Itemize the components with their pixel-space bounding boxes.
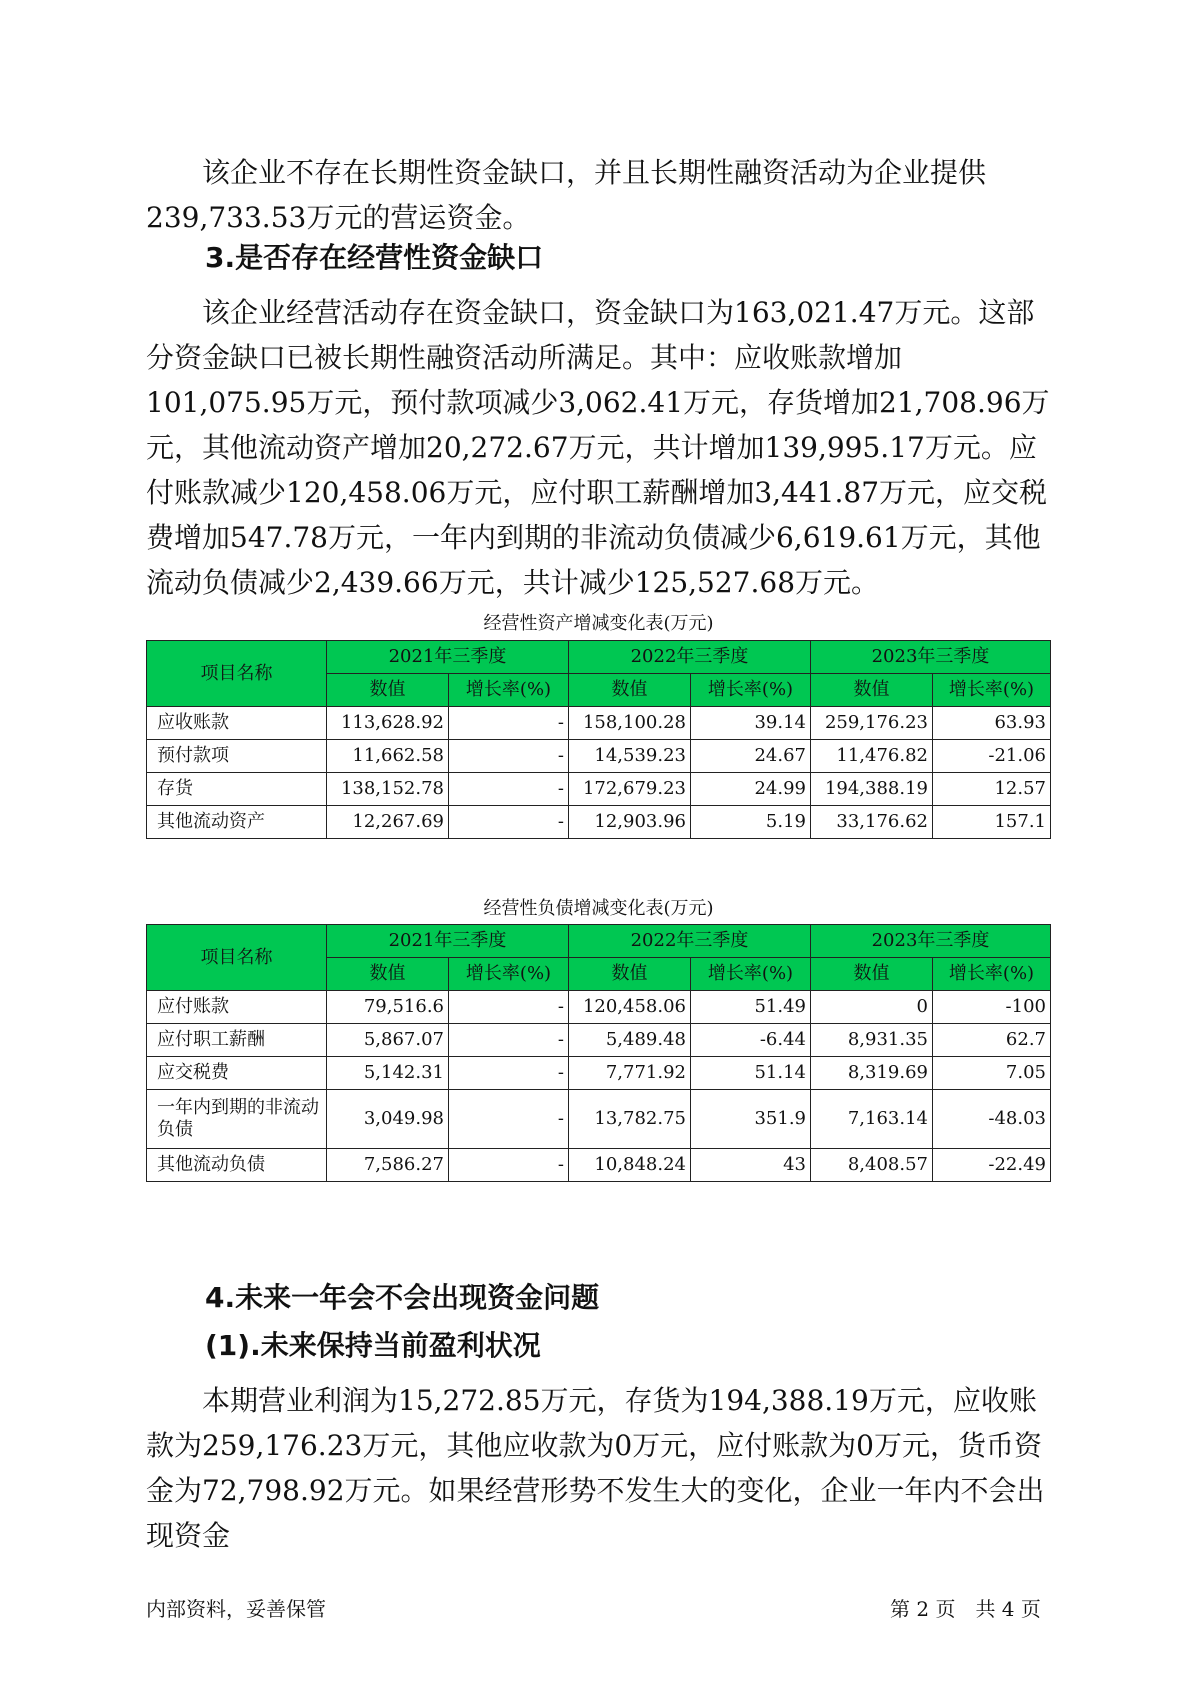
heading-maintain-profitability: (1).未来保持当前盈利状况 [205,1329,541,1362]
header-growth-rate: 增长率(%) [449,674,569,707]
table-row [147,1057,1051,1090]
cell: 12.57 [933,773,1051,806]
header-period: 2023年三季度 [811,925,1051,958]
cell: -48.03 [933,1090,1051,1149]
table-row [147,740,1051,773]
cell: 259,176.23 [811,707,933,740]
cell: 11,662.58 [327,740,449,773]
header-value: 数值 [811,958,933,991]
header-growth-rate: 增长率(%) [933,958,1051,991]
cell: 8,319.69 [811,1057,933,1090]
table-row [147,991,1051,1024]
cell: 113,628.92 [327,707,449,740]
row-name: 应付账款 [147,991,327,1024]
heading-future-funding: 4.未来一年会不会出现资金问题 [205,1281,600,1314]
cell: - [449,806,569,839]
header-period: 2021年三季度 [327,925,569,958]
cell: 12,267.69 [327,806,449,839]
cell: 7,771.92 [569,1057,691,1090]
row-name: 其他流动资产 [147,806,327,839]
cell: 7,163.14 [811,1090,933,1149]
header-growth-rate: 增长率(%) [691,674,811,707]
table-row [147,773,1051,806]
cell: 7,586.27 [327,1149,449,1182]
cell: - [449,707,569,740]
row-name: 应交税费 [147,1057,327,1090]
row-name: 存货 [147,773,327,806]
cell: 138,152.78 [327,773,449,806]
row-name: 应收账款 [147,707,327,740]
cell: 24.67 [691,740,811,773]
cell: 7.05 [933,1057,1051,1090]
table-caption-operating-liabilities: 经营性负债增减变化表(万元) [483,898,714,919]
header-item-name: 项目名称 [147,925,327,991]
table-row [147,806,1051,839]
header-period: 2023年三季度 [811,641,1051,674]
operating-liabilities-table [146,924,1051,1182]
row-name: 其他流动负债 [147,1149,327,1182]
table-row [147,707,1051,740]
header-growth-rate: 增长率(%) [691,958,811,991]
cell: 5,142.31 [327,1057,449,1090]
cell: 33,176.62 [811,806,933,839]
cell: 39.14 [691,707,811,740]
table-row [147,1024,1051,1057]
cell: - [449,1057,569,1090]
cell: - [449,1090,569,1149]
cell: 51.14 [691,1057,811,1090]
cell: -21.06 [933,740,1051,773]
header-value: 数值 [327,674,449,707]
header-value: 数值 [569,674,691,707]
cell: - [449,1024,569,1057]
footer-confidential-note: 内部资料，妥善保管 [146,1597,326,1621]
row-name: 一年内到期的非流动负债 [147,1090,327,1149]
row-name: 预付款项 [147,740,327,773]
paragraph-operating-gap: 该企业经营活动存在资金缺口，资金缺口为163,021.47万元。这部分资金缺口已被长期性融资活动所满足。其中：应收账款增加101,075.95万元，预付款项减少3,062.41万元，存货增加21,708.96万元，其他流动资产增加20,272.67万元，共计增加139,995.17万元。应付账款减少120,458.06万元，应付职工薪酬增加3,441.87万元，应交税费增加547.78万元，一年内到期的非流动负债减少6,619.61万元，其他流动负债减少2,439.66万元，共计减少125,527.68万元。 [146,296,1050,599]
header-period: 2021年三季度 [327,641,569,674]
cell: -6.44 [691,1024,811,1057]
table-caption-operating-assets: 经营性资产增减变化表(万元) [483,613,714,634]
paragraph-long-term-funding: 该企业不存在长期性资金缺口，并且长期性融资活动为企业提供239,733.53万元的营运资金。 [146,156,987,234]
table-row [147,1090,1051,1149]
cell: 12,903.96 [569,806,691,839]
cell: 5.19 [691,806,811,839]
cell: 3,049.98 [327,1090,449,1149]
paragraph-profitability: 本期营业利润为15,272.85万元，存货为194,388.19万元，应收账款为259,176.23万元，其他应收款为0万元，应付账款为0万元，货币资金为72,798.92万元。如果经营形势不发生大的变化，企业一年内不会出现资金 [146,1384,1045,1552]
header-growth-rate: 增长率(%) [933,674,1051,707]
cell: - [449,991,569,1024]
cell: -100 [933,991,1051,1024]
header-period: 2022年三季度 [569,925,811,958]
header-value: 数值 [327,958,449,991]
cell: - [449,773,569,806]
cell: 11,476.82 [811,740,933,773]
header-value: 数值 [569,958,691,991]
cell: 43 [691,1149,811,1182]
header-value: 数值 [811,674,933,707]
cell: 24.99 [691,773,811,806]
cell: 5,489.48 [569,1024,691,1057]
cell: -22.49 [933,1149,1051,1182]
cell: 351.9 [691,1090,811,1149]
cell: 120,458.06 [569,991,691,1024]
cell: 79,516.6 [327,991,449,1024]
cell: 0 [811,991,933,1024]
footer-page-number: 第 2 页 共 4 页 [890,1597,1041,1621]
header-growth-rate: 增长率(%) [449,958,569,991]
cell: 8,931.35 [811,1024,933,1057]
operating-assets-table [146,640,1051,839]
cell: 194,388.19 [811,773,933,806]
header-period: 2022年三季度 [569,641,811,674]
cell: 8,408.57 [811,1149,933,1182]
table-row [147,1149,1051,1182]
cell: - [449,1149,569,1182]
cell: 14,539.23 [569,740,691,773]
header-item-name: 项目名称 [147,641,327,707]
cell: 51.49 [691,991,811,1024]
cell: 172,679.23 [569,773,691,806]
cell: 62.7 [933,1024,1051,1057]
cell: - [449,740,569,773]
heading-operating-gap: 3.是否存在经营性资金缺口 [205,241,544,274]
cell: 63.93 [933,707,1051,740]
row-name: 应付职工薪酬 [147,1024,327,1057]
cell: 157.1 [933,806,1051,839]
cell: 5,867.07 [327,1024,449,1057]
cell: 13,782.75 [569,1090,691,1149]
cell: 158,100.28 [569,707,691,740]
cell: 10,848.24 [569,1149,691,1182]
